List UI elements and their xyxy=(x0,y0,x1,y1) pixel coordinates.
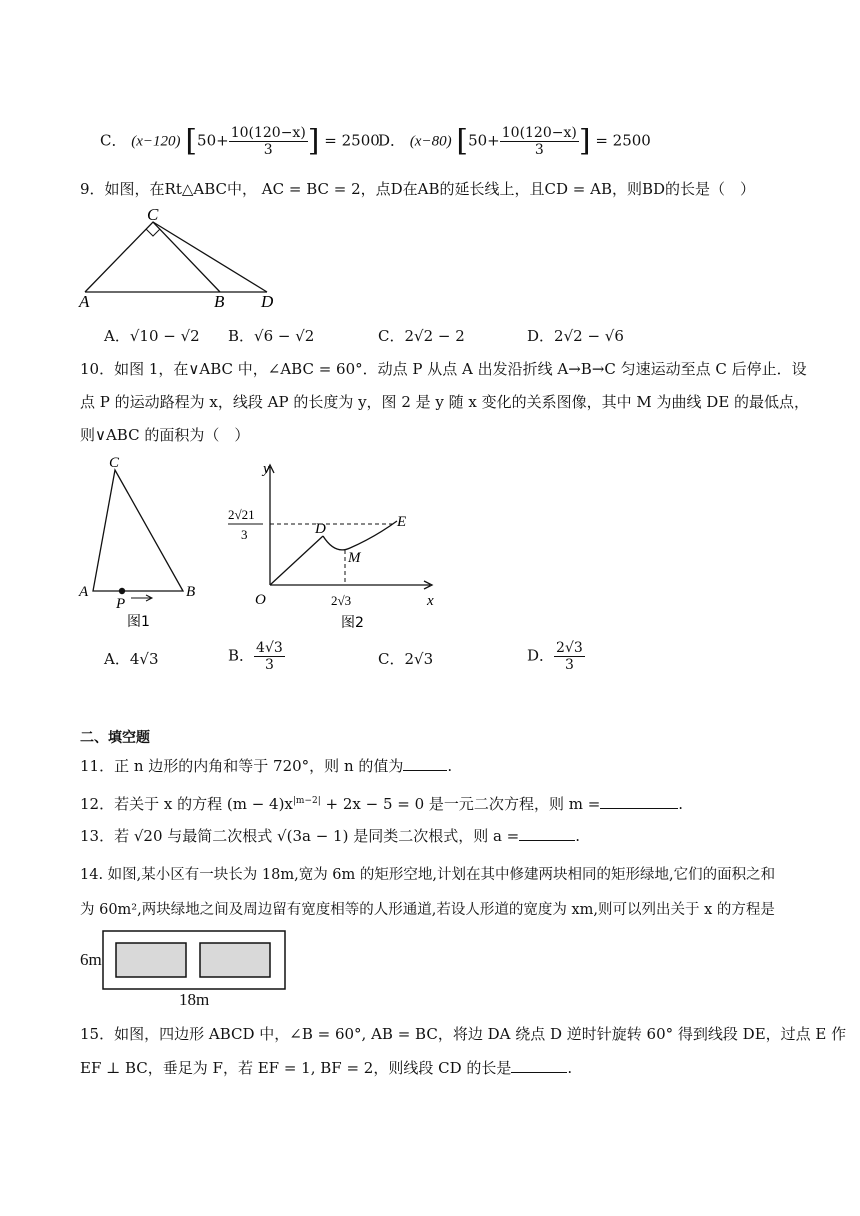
q10-fig2-axis-x: x xyxy=(427,593,434,609)
q10-fig1-label-p: P xyxy=(116,596,126,612)
q10-option-c-expr: 2√3 xyxy=(404,650,434,668)
q9-option-d xyxy=(527,325,624,347)
q10-fig2-origin: O xyxy=(255,592,266,608)
q12-period: . xyxy=(678,795,684,813)
q9-figure xyxy=(75,205,290,313)
q15-stem-line2 xyxy=(80,1057,572,1079)
q13 xyxy=(80,825,580,847)
section2-title: 二、填空题 xyxy=(80,730,150,746)
q9-option-d-expr: 2√2 − √6 xyxy=(554,327,624,345)
q10-fig1-label-a: A xyxy=(79,584,89,600)
q11-text: 11．正 n 边形的内角和等于 720°，则 n 的值为 xyxy=(80,757,404,775)
q12-text-a: 12．若关于 x 的方程 (m − 4)x xyxy=(80,795,293,813)
q8-option-c-mid: 50+ xyxy=(197,131,229,150)
q14-rectangle xyxy=(102,930,290,992)
q10-stem-line2: 点 P 的运动路程为 x，线段 AP 的长度为 y，图 2 是 y 随 x 变化的关系图像，其中 M 为曲线 DE 的最低点， xyxy=(80,393,810,411)
q9-option-b-expr: √6 − √2 xyxy=(254,327,315,345)
q10-fig2-label-d: D xyxy=(315,521,326,537)
q14-stem-line1: 14. 如图,某小区有一块长为 18m,宽为 6m 的矩形空地,计划在其中修建两块相同的矩形绿地,它们的面积之和 xyxy=(80,867,776,883)
q10-fig2-axis-y: y xyxy=(263,461,270,477)
q13-period: . xyxy=(575,827,581,845)
q10-option-b xyxy=(228,640,285,673)
q10-stem-line3: 则∨ABC 的面积为（ ） xyxy=(80,426,250,444)
q14-green-plot-right xyxy=(200,943,270,977)
q10-fig2-ytick-den: 3 xyxy=(241,527,248,542)
q10-option-d xyxy=(527,640,585,673)
q9-option-a-expr: √10 − √2 xyxy=(129,327,200,345)
q14-label-length: 18m xyxy=(179,990,210,1009)
q11-period: . xyxy=(447,757,453,775)
q8-option-d-mid: 50+ xyxy=(468,131,500,150)
q10-option-a xyxy=(104,648,159,670)
q12 xyxy=(80,790,683,815)
q10-option-a-label: A． xyxy=(104,650,130,668)
q10-fig1-caption: 图1 xyxy=(127,614,150,630)
q9-option-a-label: A． xyxy=(104,327,130,345)
q15-period: . xyxy=(567,1059,573,1077)
q10-option-c-label: C． xyxy=(378,650,405,668)
q8-option-c-label: C． xyxy=(100,131,127,150)
q9-option-c-label: C． xyxy=(378,327,405,345)
q10-option-a-expr: 4√3 xyxy=(129,650,159,668)
q9-option-c-expr: 2√2 − 2 xyxy=(404,327,465,345)
q8-option-c-fraction: $\frac{10(120-x)}{3}$ xyxy=(230,125,306,158)
q9-label-d: D xyxy=(261,292,274,311)
q15-stem-line1: 15．如图，四边形 ABCD 中，∠B = 60°, AB = BC，将边 DA 绕点 D 逆时针旋转 60° 得到线段 DE，过点 E 作 xyxy=(80,1025,847,1043)
q9-option-d-label: D． xyxy=(527,327,555,345)
q10-fig1-label-c: C xyxy=(109,455,120,471)
q10-fig2-caption: 图2 xyxy=(341,615,364,631)
q11-answer-blank[interactable] xyxy=(403,756,447,771)
q10-fig1-label-b: B xyxy=(186,584,196,600)
q9-option-c xyxy=(378,325,465,347)
q9-label-b: B xyxy=(214,292,225,311)
q10-fig2-label-e: E xyxy=(397,514,407,530)
q10-option-c xyxy=(378,648,433,670)
q9-option-a xyxy=(104,325,200,347)
q8-option-d-label: D． xyxy=(378,131,406,150)
q10-fig2-label-m: M xyxy=(348,550,361,566)
q14-label-width: 6m xyxy=(80,950,102,969)
q8-option-d-fraction: $\frac{10(120-x)}{3}$ xyxy=(501,125,577,158)
q9-stem: 9．如图，在Rt△ABC中， AC = BC = 2，点D在AB的延长线上，且CD = AB，则BD的长是（ ） xyxy=(80,180,756,198)
q10-option-b-fraction: $\frac{4√3}{3}$ xyxy=(256,640,283,673)
q14-stem-line2: 为 60m²,两块绿地之间及周边留有宽度相等的人形通道,若设人形道的宽度为 xm,则可以列出关于 x 的方程是 xyxy=(80,902,775,918)
q8-option-d-left: (x−80) xyxy=(409,133,452,150)
q9-label-a: A xyxy=(79,292,90,311)
q10-option-d-label: D． xyxy=(527,646,555,665)
q8-option-c: C． (x−120) [50+ $\frac{10(120-x)}{3}$ ] = 2500 xyxy=(100,123,380,159)
q14-green-plot-left xyxy=(116,943,186,977)
q13-text: 13．若 √20 与最简二次根式 √(3a − 1) 是同类二次根式，则 a = xyxy=(80,827,520,845)
q9-option-b-label: B． xyxy=(228,327,255,345)
q12-text-b: + 2x − 5 = 0 是一元二次方程，则 m = xyxy=(320,795,601,813)
q8-option-c-left: (x−120) xyxy=(131,133,181,150)
q14-figure xyxy=(80,930,310,1010)
q10-figure2 xyxy=(225,455,450,635)
q8-option-c-right: = 2500 xyxy=(324,131,380,150)
q10-option-b-label: B． xyxy=(228,646,255,665)
q11 xyxy=(80,755,452,777)
q10-fig2-ytick-num: 2√21 xyxy=(228,507,255,522)
q8-option-d: D． (x−80) [50+ $\frac{10(120-x)}{3}$ ] = 2500 xyxy=(378,123,651,159)
q10-fig2-xtick: 2√3 xyxy=(331,593,352,608)
q10-figure1 xyxy=(75,450,205,635)
q10-option-d-fraction: $\frac{2√3}{3}$ xyxy=(556,640,583,673)
q8-option-d-right: = 2500 xyxy=(595,131,651,150)
q15-text: EF ⊥ BC，垂足为 F，若 EF = 1, BF = 2，则线段 CD 的长是 xyxy=(80,1059,512,1077)
q12-answer-blank[interactable] xyxy=(600,794,678,809)
q9-label-c: C xyxy=(147,205,159,224)
q10-stem-line1: 10．如图 1，在∨ABC 中，∠ABC = 60°．动点 P 从点 A 出发沿折线 A→B→C 匀速运动至点 C 后停止．设 xyxy=(80,360,807,378)
q15-answer-blank[interactable] xyxy=(511,1058,567,1073)
q9-option-b xyxy=(228,325,314,347)
q13-answer-blank[interactable] xyxy=(519,826,575,841)
q12-exponent: |m−2| xyxy=(292,796,321,806)
